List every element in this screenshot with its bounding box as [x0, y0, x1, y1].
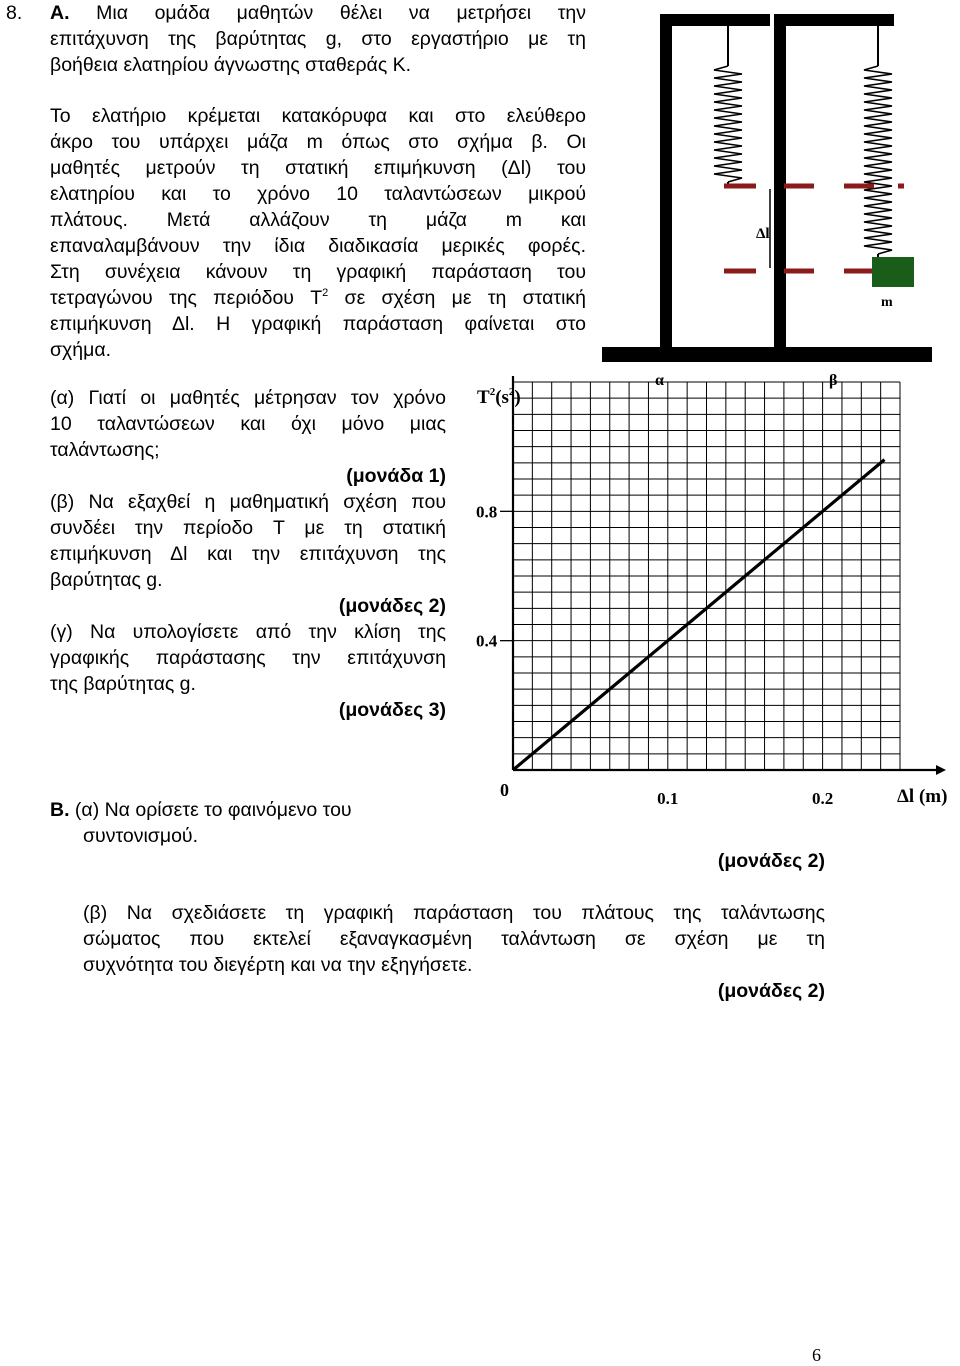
chart-origin-label: 0 [500, 780, 509, 800]
series-line [513, 460, 885, 770]
stand-a-pole [660, 14, 672, 354]
part-b-a-line-1: B. (α) Να ορίσετε το φαινόμενο του [50, 799, 352, 821]
part-b-b-marks: (μονάδες 2) [717, 980, 825, 1002]
desc-line: πλάτους. Μετά αλλάζουν τη μάζα m και [50, 209, 586, 231]
problem-number: 8. [6, 2, 23, 24]
x-axis-arrow [936, 765, 946, 775]
part-b-b-block [83, 900, 825, 1004]
part-b-b-line: σώματος που εκτελεί εξαναγκασμένη ταλάντωση σε σχέση με τη [83, 928, 825, 950]
description-block [50, 103, 586, 363]
desc-line-period-squared: τετραγώνου της περιόδου $T^2$ σε σχέση με τη στατική [50, 286, 586, 309]
desc-line: Στη συνέχεια κάνουν τη γραφική παράσταση του [50, 261, 586, 283]
question-b-marks: (μονάδες 2) [338, 595, 446, 617]
part-b-label: B. [50, 799, 70, 821]
part-b-b-line: (β) Να σχεδιάσετε τη γραφική παράσταση του πλάτους της ταλάντωσης [83, 902, 825, 924]
intro-line-3: βοήθεια ελατηρίου άγνωστης σταθεράς K. [50, 54, 412, 76]
y-tick-label: 0.4 [476, 631, 498, 651]
questions-block [50, 385, 446, 723]
desc-line: σχήμα. [50, 339, 112, 361]
intro-line-1: A. Μια ομάδα μαθητών θέλει να μετρήσει την [50, 2, 587, 24]
question-b-line: συνδέει την περίοδο T με τη στατική [50, 517, 446, 539]
desc-line: άκρο του υπάρχει μάζα m όπως στο σχήμα β. Οι [50, 131, 586, 153]
chart-series [513, 460, 885, 770]
question-a-line: ταλάντωσης; [50, 439, 160, 461]
x-tick-label: 0.1 [657, 789, 679, 808]
part-a-label: A. [50, 2, 70, 24]
desc-line: επαναλαμβάνουν την ίδια διαδικασία μερικές φορές. [50, 235, 586, 257]
intro-line-2: επιτάχυνση της βαρύτητας g, στο εργαστήριο με τη [50, 28, 586, 50]
chart-grid [513, 382, 900, 770]
spring-b-coil [864, 66, 892, 254]
question-c-line: γραφικής παράστασης την επιτάχυνση [50, 647, 446, 669]
desc-line: Το ελατήριο κρέμεται κατακόρυφα και στο ελεύθερο [50, 105, 586, 127]
question-a-marks: (μονάδα 1) [346, 465, 446, 487]
spring-a-coil [714, 66, 742, 182]
figure-label-beta: β [829, 372, 838, 389]
chart-y-axis-title: $T^2(s^2)$ [477, 385, 521, 408]
stand-a-beam [660, 14, 770, 26]
question-a-line: 10 ταλαντώσεων και όχι μόνο μιας [50, 413, 446, 435]
part-b-a-marks: (μονάδες 2) [717, 850, 825, 872]
question-c-marks: (μονάδες 3) [338, 699, 446, 721]
chart-x-axis-title: Δl (m) [897, 786, 948, 807]
stand-b-base [722, 347, 932, 362]
figure-label-alpha: α [655, 372, 664, 389]
spring-figure [598, 10, 938, 372]
question-c-line: της βαρύτητας g. [50, 673, 196, 695]
question-b-line: επιμήκυνση Δl και την επιτάχυνση της [50, 543, 446, 565]
question-b-line: βαρύτητας g. [50, 569, 163, 591]
x-tick-label: 0.2 [811, 789, 834, 808]
desc-line: επιμήκυνση Δl. Η γραφική παράσταση φαίνεται στο [50, 313, 586, 335]
desc-line: μαθητές μετρούν τη στατική επιμήκυνση (Δl) του [50, 157, 586, 179]
page-number: 6 [812, 1345, 821, 1365]
part-b-a-line-2: συντονισμού. [83, 825, 199, 847]
delta-l-label: Δl [756, 226, 770, 242]
desc-line: ελατηρίου και το χρόνο 10 ταλαντώσεων μικρού [50, 183, 586, 205]
mass-label: m [881, 295, 893, 310]
question-b-line: (β) Να εξαχθεί η μαθηματική σχέση που [50, 491, 446, 513]
stand-a-base [602, 347, 737, 362]
intro-block [50, 0, 586, 78]
stand-b-beam [774, 14, 894, 26]
part-b-b-line: συχνότητα του διεγέρτη και να την εξηγήσετε. [83, 954, 473, 976]
y-tick-label: 0.8 [476, 502, 498, 522]
question-c-line: (γ) Να υπολογίσετε από την κλίση της [50, 621, 446, 643]
question-a-line: (α) Γιατί οι μαθητές μέτρησαν τον χρόνο [50, 387, 446, 409]
mass-block [872, 257, 914, 287]
